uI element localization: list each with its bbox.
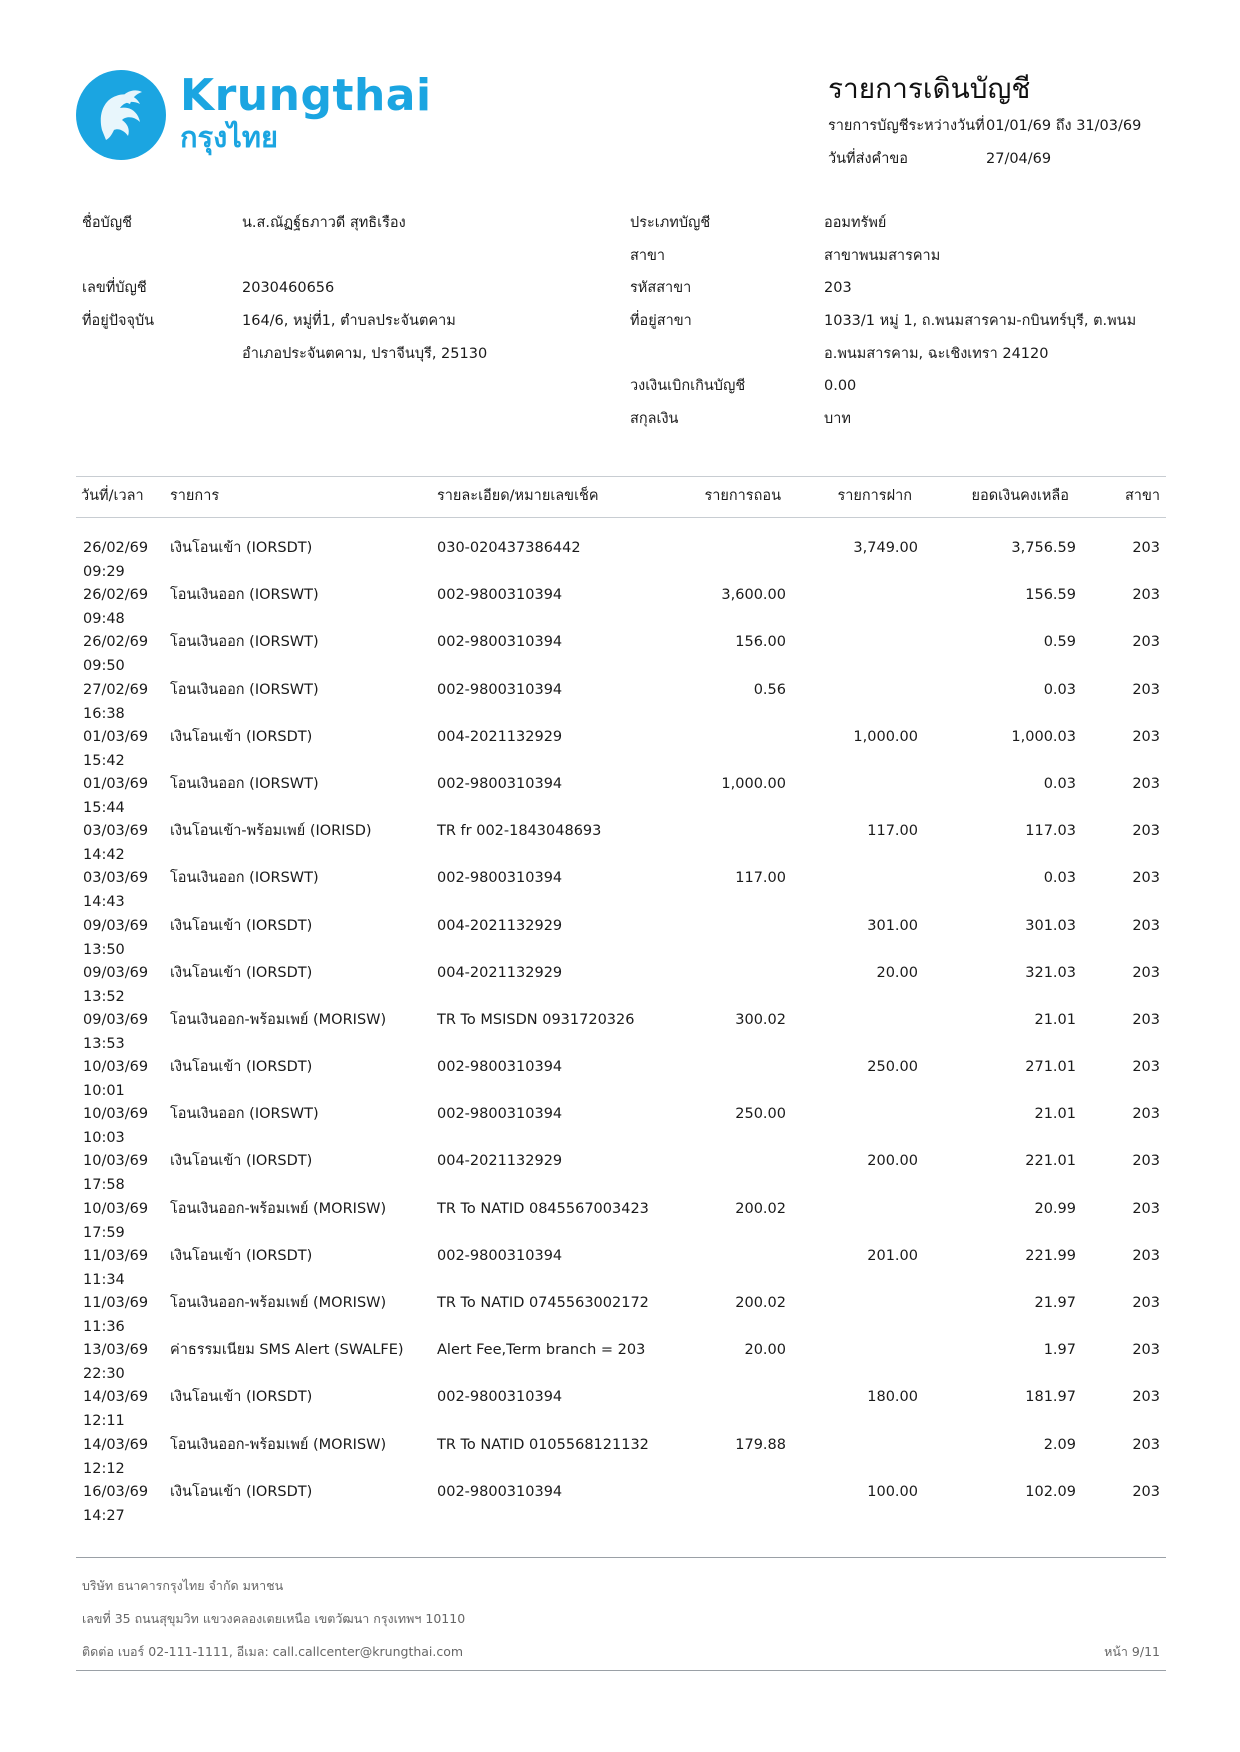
table-row xyxy=(0,730,1240,777)
table-row xyxy=(0,1485,1240,1532)
row-date: 14/03/69 xyxy=(83,1389,149,1406)
row-balance: 321.03 xyxy=(1025,964,1076,981)
row-balance: 2.09 xyxy=(1043,1436,1076,1453)
row-details: TR To NATID 0105568121132 xyxy=(437,1436,649,1453)
account-name-label: ชื่อบัญชี xyxy=(82,215,132,231)
account-type-label: ประเภทบัญชี xyxy=(630,215,711,231)
row-description: โอนเงินออก-พร้อมเพย์ (MORISW) xyxy=(170,1295,387,1311)
row-balance: 271.01 xyxy=(1025,1059,1076,1076)
table-top-rule xyxy=(76,476,1166,477)
overdraft-label: วงเงินเบิกเกินบัญชี xyxy=(630,378,746,394)
row-details: 002-9800310394 xyxy=(437,1059,563,1076)
table-header-rule xyxy=(76,517,1166,518)
row-branch: 203 xyxy=(1132,728,1160,745)
row-branch: 203 xyxy=(1132,917,1160,934)
branch-address-label: ที่อยู่สาขา xyxy=(630,313,692,329)
row-time: 17:58 xyxy=(83,1177,125,1194)
row-balance: 117.03 xyxy=(1025,823,1076,840)
currency-value: บาท xyxy=(824,411,851,427)
row-branch: 203 xyxy=(1132,1059,1160,1076)
row-details: 004-2021132929 xyxy=(437,1153,563,1170)
row-balance: 221.01 xyxy=(1025,1153,1076,1170)
row-details: 002-9800310394 xyxy=(437,634,563,651)
row-time: 22:30 xyxy=(83,1366,125,1383)
table-row xyxy=(0,1343,1240,1390)
row-deposit: 201.00 xyxy=(867,1247,918,1264)
row-date: 09/03/69 xyxy=(83,917,149,934)
row-description: เงินโอนเข้า (IORSDT) xyxy=(170,917,313,934)
row-deposit: 3,749.00 xyxy=(853,540,918,556)
row-details: TR To MSISDN 0931720326 xyxy=(437,1011,635,1028)
row-time: 09:48 xyxy=(83,611,125,628)
row-deposit: 301.00 xyxy=(867,917,918,934)
row-details: 030-020437386442 xyxy=(437,540,581,556)
row-date: 26/02/69 xyxy=(83,540,149,556)
row-branch: 203 xyxy=(1132,540,1160,556)
row-branch: 203 xyxy=(1132,587,1160,604)
row-details: TR fr 002-1843048693 xyxy=(437,823,602,840)
row-branch: 203 xyxy=(1132,1295,1160,1311)
table-row xyxy=(0,1013,1240,1060)
row-branch: 203 xyxy=(1132,1389,1160,1406)
row-balance: 3,756.59 xyxy=(1011,540,1076,556)
row-withdrawal: 1,000.00 xyxy=(721,775,786,792)
row-balance: 0.03 xyxy=(1043,775,1076,792)
row-branch: 203 xyxy=(1132,1436,1160,1453)
row-description: โอนเงินออก-พร้อมเพย์ (MORISW) xyxy=(170,1011,387,1028)
row-withdrawal: 250.00 xyxy=(735,1106,786,1123)
table-row xyxy=(0,1438,1240,1485)
row-description: เงินโอนเข้า (IORSDT) xyxy=(170,964,313,981)
row-date: 01/03/69 xyxy=(83,728,149,745)
footer-contact: ติดต่อ เบอร์ 02-111-1111, อีเมล: call.callcenter@krungthai.com xyxy=(82,1644,464,1659)
row-description: เงินโอนเข้า (IORSDT) xyxy=(170,1247,313,1264)
row-withdrawal: 200.02 xyxy=(735,1295,786,1311)
header-details: รายละเอียด/หมายเลขเช็ค xyxy=(437,488,599,504)
branch-code-value: 203 xyxy=(824,280,852,296)
row-description: เงินโอนเข้า-พร้อมเพย์ (IORISD) xyxy=(170,823,372,840)
branch-address-line-2: อ.พนมสารคาม, ฉะเชิงเทรา 24120 xyxy=(824,346,1049,362)
row-description: โอนเงินออก (IORSWT) xyxy=(170,775,319,792)
row-date: 27/02/69 xyxy=(83,681,149,698)
row-description: โอนเงินออก (IORSWT) xyxy=(170,587,319,604)
table-row xyxy=(0,1060,1240,1107)
row-time: 09:50 xyxy=(83,658,125,675)
row-deposit: 180.00 xyxy=(867,1389,918,1406)
row-details: 002-9800310394 xyxy=(437,870,563,887)
branch-value: สาขาพนมสารคาม xyxy=(824,248,941,264)
row-balance: 181.97 xyxy=(1025,1389,1076,1406)
row-deposit: 117.00 xyxy=(867,823,918,840)
table-row xyxy=(0,777,1240,824)
krungthai-logo-emblem xyxy=(76,70,166,160)
branch-code-label: รหัสสาขา xyxy=(630,280,692,296)
row-branch: 203 xyxy=(1132,1247,1160,1264)
row-date: 11/03/69 xyxy=(83,1295,149,1311)
row-description: โอนเงินออก-พร้อมเพย์ (MORISW) xyxy=(170,1436,387,1453)
footer-company: บริษัท ธนาคารกรุงไทย จำกัด มหาชน xyxy=(82,1578,284,1593)
row-balance: 1,000.03 xyxy=(1011,728,1076,745)
row-withdrawal: 156.00 xyxy=(735,634,786,651)
row-balance: 21.97 xyxy=(1034,1295,1076,1311)
period-value: 01/01/69 ถึง 31/03/69 xyxy=(986,118,1142,134)
row-balance: 21.01 xyxy=(1034,1011,1076,1028)
row-date: 14/03/69 xyxy=(83,1436,149,1453)
address-line-1: 164/6, หมู่ที่1, ตำบลประจันตคาม xyxy=(242,313,456,329)
row-time: 14:43 xyxy=(83,894,125,911)
row-details: 004-2021132929 xyxy=(437,964,563,981)
row-details: 004-2021132929 xyxy=(437,728,563,745)
row-time: 17:59 xyxy=(83,1224,125,1241)
row-balance: 0.59 xyxy=(1043,634,1076,651)
row-date: 10/03/69 xyxy=(83,1153,149,1170)
row-time: 13:52 xyxy=(83,988,125,1005)
row-withdrawal: 3,600.00 xyxy=(721,587,786,604)
header-branch: สาขา xyxy=(1124,488,1160,504)
row-details: 002-9800310394 xyxy=(437,681,563,698)
row-details: 002-9800310394 xyxy=(437,587,563,604)
row-balance: 0.03 xyxy=(1043,681,1076,698)
row-description: โอนเงินออก (IORSWT) xyxy=(170,634,319,651)
row-date: 26/02/69 xyxy=(83,587,149,604)
row-date: 26/02/69 xyxy=(83,634,149,651)
account-number-label: เลขที่บัญชี xyxy=(82,280,147,296)
row-details: 002-9800310394 xyxy=(437,1483,563,1500)
row-time: 12:11 xyxy=(83,1413,125,1430)
row-details: 002-9800310394 xyxy=(437,1247,563,1264)
row-branch: 203 xyxy=(1132,1342,1160,1359)
row-deposit: 100.00 xyxy=(867,1483,918,1500)
row-withdrawal: 300.02 xyxy=(735,1011,786,1028)
row-date: 09/03/69 xyxy=(83,964,149,981)
row-time: 14:27 xyxy=(83,1507,125,1524)
row-balance: 221.99 xyxy=(1025,1247,1076,1264)
footer-top-rule xyxy=(76,1557,1166,1558)
row-date: 16/03/69 xyxy=(83,1483,149,1500)
table-row xyxy=(0,824,1240,871)
header-withdrawal: รายการถอน xyxy=(704,488,781,504)
table-row xyxy=(0,966,1240,1013)
table-row xyxy=(0,1154,1240,1201)
row-details: 002-9800310394 xyxy=(437,1389,563,1406)
row-balance: 0.03 xyxy=(1043,870,1076,887)
row-withdrawal: 117.00 xyxy=(735,870,786,887)
row-balance: 156.59 xyxy=(1025,587,1076,604)
row-description: เงินโอนเข้า (IORSDT) xyxy=(170,540,313,556)
row-balance: 301.03 xyxy=(1025,917,1076,934)
account-type-value: ออมทรัพย์ xyxy=(824,215,887,231)
row-branch: 203 xyxy=(1132,681,1160,698)
row-time: 12:12 xyxy=(83,1460,125,1477)
row-deposit: 20.00 xyxy=(876,964,918,981)
account-number-value: 2030460656 xyxy=(242,280,335,296)
row-withdrawal: 179.88 xyxy=(735,1436,786,1453)
row-branch: 203 xyxy=(1132,964,1160,981)
row-date: 10/03/69 xyxy=(83,1059,149,1076)
row-branch: 203 xyxy=(1132,1106,1160,1123)
row-branch: 203 xyxy=(1132,1011,1160,1028)
row-branch: 203 xyxy=(1132,1153,1160,1170)
overdraft-value: 0.00 xyxy=(824,378,857,394)
logo-wordmark-en: Krungthai xyxy=(180,70,432,121)
table-row xyxy=(0,635,1240,682)
row-date: 10/03/69 xyxy=(83,1106,149,1123)
header-datetime: วันที่/เวลา xyxy=(81,488,144,504)
row-description: เงินโอนเข้า (IORSDT) xyxy=(170,1389,313,1406)
row-details: 004-2021132929 xyxy=(437,917,563,934)
row-branch: 203 xyxy=(1132,1483,1160,1500)
row-branch: 203 xyxy=(1132,775,1160,792)
address-label: ที่อยู่ปัจจุบัน xyxy=(82,313,155,329)
row-branch: 203 xyxy=(1132,823,1160,840)
address-line-2: อำเภอประจันตคาม, ปราจีนบุรี, 25130 xyxy=(242,346,488,362)
row-branch: 203 xyxy=(1132,870,1160,887)
row-time: 15:44 xyxy=(83,799,125,816)
request-date-label: วันที่ส่งคำขอ xyxy=(828,151,909,167)
row-description: โอนเงินออก-พร้อมเพย์ (MORISW) xyxy=(170,1200,387,1217)
row-description: เงินโอนเข้า (IORSDT) xyxy=(170,1483,313,1500)
table-row xyxy=(0,1249,1240,1296)
request-date-value: 27/04/69 xyxy=(986,151,1052,167)
header-description: รายการ xyxy=(170,488,220,504)
row-date: 13/03/69 xyxy=(83,1342,149,1359)
row-balance: 21.01 xyxy=(1034,1106,1076,1123)
row-time: 11:34 xyxy=(83,1271,125,1288)
row-date: 03/03/69 xyxy=(83,870,149,887)
footer-bottom-rule xyxy=(76,1670,1166,1671)
account-name-value: น.ส.ณัฏฐ์ธภาวดี สุทธิเรือง xyxy=(242,215,406,231)
row-date: 03/03/69 xyxy=(83,823,149,840)
row-withdrawal: 0.56 xyxy=(753,681,786,698)
row-description: โอนเงินออก (IORSWT) xyxy=(170,681,319,698)
period-label: รายการบัญชีระหว่างวันที่ xyxy=(828,118,985,134)
document-title: รายการเดินบัญชี xyxy=(828,72,1031,105)
row-details: Alert Fee,Term branch = 203 xyxy=(437,1342,646,1359)
table-row xyxy=(0,683,1240,730)
row-time: 13:50 xyxy=(83,941,125,958)
branch-address-line-1: 1033/1 หมู่ 1, ถ.พนมสารคาม-กบินทร์บุรี, ต.พนม xyxy=(824,313,1137,329)
transaction-list xyxy=(0,541,1240,1532)
table-row xyxy=(0,919,1240,966)
table-row xyxy=(0,588,1240,635)
row-withdrawal: 200.02 xyxy=(735,1200,786,1217)
row-time: 10:01 xyxy=(83,1083,125,1100)
row-branch: 203 xyxy=(1132,634,1160,651)
bird-emblem-icon xyxy=(76,70,166,160)
page-number: หน้า 9/11 xyxy=(1104,1644,1160,1659)
footer-address: เลขที่ 35 ถนนสุขุมวิท แขวงคลองเตยเหนือ เขตวัฒนา กรุงเทพฯ 10110 xyxy=(82,1611,466,1626)
row-description: เงินโอนเข้า (IORSDT) xyxy=(170,1153,313,1170)
row-details: 002-9800310394 xyxy=(437,775,563,792)
row-time: 10:03 xyxy=(83,1130,125,1147)
table-row xyxy=(0,1390,1240,1437)
row-deposit: 250.00 xyxy=(867,1059,918,1076)
row-withdrawal: 20.00 xyxy=(744,1342,786,1359)
row-date: 10/03/69 xyxy=(83,1200,149,1217)
table-row xyxy=(0,1107,1240,1154)
row-description: เงินโอนเข้า (IORSDT) xyxy=(170,1059,313,1076)
row-description: เงินโอนเข้า (IORSDT) xyxy=(170,728,313,745)
row-time: 09:29 xyxy=(83,564,125,580)
row-details: TR To NATID 0845567003423 xyxy=(437,1200,649,1217)
header-balance: ยอดเงินคงเหลือ xyxy=(971,488,1069,504)
row-deposit: 200.00 xyxy=(867,1153,918,1170)
row-details: TR To NATID 0745563002172 xyxy=(437,1295,649,1311)
branch-label: สาขา xyxy=(630,248,666,264)
row-details: 002-9800310394 xyxy=(437,1106,563,1123)
row-time: 15:42 xyxy=(83,752,125,769)
row-time: 11:36 xyxy=(83,1319,125,1335)
row-date: 09/03/69 xyxy=(83,1011,149,1028)
logo-wordmark-th: กรุงไทย xyxy=(180,120,278,154)
row-time: 16:38 xyxy=(83,705,125,722)
table-row xyxy=(0,1296,1240,1343)
row-balance: 1.97 xyxy=(1043,1342,1076,1359)
currency-label: สกุลเงิน xyxy=(630,411,679,427)
row-time: 14:42 xyxy=(83,847,125,864)
row-time: 13:53 xyxy=(83,1035,125,1052)
row-description: โอนเงินออก (IORSWT) xyxy=(170,870,319,887)
row-deposit: 1,000.00 xyxy=(853,728,918,745)
row-balance: 20.99 xyxy=(1034,1200,1076,1217)
table-row xyxy=(0,541,1240,588)
row-description: ค่าธรรมเนียม SMS Alert (SWALFE) xyxy=(170,1342,404,1359)
row-branch: 203 xyxy=(1132,1200,1160,1217)
row-date: 01/03/69 xyxy=(83,775,149,792)
header-deposit: รายการฝาก xyxy=(837,488,912,504)
row-date: 11/03/69 xyxy=(83,1247,149,1264)
table-row xyxy=(0,1202,1240,1249)
row-description: โอนเงินออก (IORSWT) xyxy=(170,1106,319,1123)
row-balance: 102.09 xyxy=(1025,1483,1076,1500)
table-row xyxy=(0,871,1240,918)
